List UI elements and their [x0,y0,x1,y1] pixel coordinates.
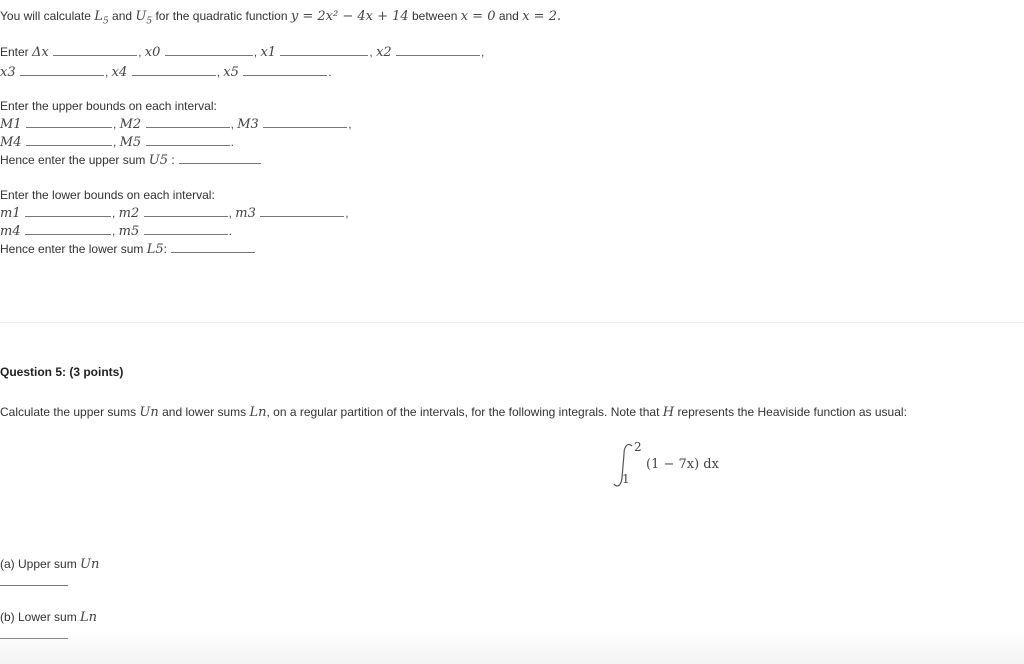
M2-input[interactable] [146,117,230,128]
lower-heading: Enter the lower bounds on each interval: [0,188,215,202]
intro-prefix: You will calculate [0,9,91,23]
x0-label: x0 [144,45,161,60]
m4-label: m4 [0,224,21,239]
upper-sum-label: Hence enter the upper sum [0,153,146,167]
lower-row-1: m1 , m2 , m3 , [0,206,349,221]
x1-label: x1 [260,45,277,60]
x3-label: x3 [0,65,16,80]
upper-row-1: M1 , M2 , M3 , [0,117,352,132]
U5-sum-symbol: U5 [148,153,168,168]
M1-input[interactable] [26,117,112,128]
M4-input[interactable] [26,135,112,146]
part-b-symbol: Ln [80,610,98,625]
x1-input[interactable] [280,45,368,56]
part-b-label: (b) Lower sum [0,610,77,624]
M3-input[interactable] [263,117,347,128]
delta-x-input[interactable] [53,45,137,56]
m3-input[interactable] [260,206,344,217]
function-expression: y = 2x² − 4x + 14 [290,9,409,24]
x4-label: x4 [111,65,128,80]
m5-input[interactable] [144,224,228,235]
partition-row-2: x3 , x4 , x5 . [0,65,332,80]
prompt-end: , on a regular partition of the intervals, for the following integrals. Note that [266,405,660,419]
lower-sum-input[interactable] [171,242,255,253]
lower-sum-row: Hence enter the lower sum L5: [0,241,256,258]
x0-input[interactable] [165,45,253,56]
question-5-title: Question 5: (3 points) [0,365,124,379]
m1-label: m1 [0,206,21,221]
part-b-row [0,609,97,626]
M5-label: M5 [119,135,142,150]
part-a-symbol: Un [80,557,100,572]
m4-input[interactable] [25,224,111,235]
part-a-row [0,556,99,573]
section-divider [0,322,1024,323]
M3-label: M3 [237,117,259,132]
M2-label: M2 [119,117,142,132]
m2-input[interactable] [144,206,228,217]
m1-input[interactable] [25,206,111,217]
upper-heading: Enter the upper bounds on each interval: [0,99,217,113]
x-to: x = 2. [522,9,562,24]
x5-label: x5 [223,65,239,80]
prompt-and: and lower sums [162,405,247,419]
enter-label: Enter [0,45,29,59]
L5-symbol: $L_5$ [94,9,109,27]
lower-sum-label: Hence enter the lower sum [0,242,144,256]
part-a-label: (a) Upper sum [0,557,77,571]
x3-input[interactable] [20,65,104,76]
intro-and: and [112,9,133,23]
x2-input[interactable] [396,45,480,56]
intro-line [0,8,561,30]
upper-sum-row: Hence enter the upper sum U5 : [0,152,262,169]
prompt-start: Calculate the upper sums [0,405,137,419]
prompt-tail: represents the Heaviside function as usual: [677,405,907,419]
question-5-prompt [0,404,907,421]
Ln-symbol: Ln [249,405,267,420]
integrand: (1 − 7x) dx [646,457,719,472]
U5-symbol: $U_5$ [135,9,153,27]
intro-and2: and [498,9,519,23]
integral-upper-limit: 2 [634,440,642,454]
m5-label: m5 [118,224,140,239]
Un-symbol: Un [139,405,159,420]
M4-label: M4 [0,135,22,150]
intro-for: for the quadratic function [155,9,288,23]
M1-label: M1 [0,117,22,132]
lower-row-2: m4 , m5 . [0,224,232,239]
M5-input[interactable] [146,135,230,146]
intro-between: between [412,9,458,23]
delta-x-symbol: Δx [32,45,49,60]
bottom-fade [0,630,1024,664]
m2-label: m2 [118,206,140,221]
x5-input[interactable] [243,65,327,76]
integral-lower-limit: 1 [622,472,630,486]
x2-label: x2 [376,45,392,60]
x-from: x = 0 [460,9,496,24]
L5-sum-symbol: L5 [146,242,164,257]
upper-sum-input[interactable] [179,153,261,164]
x4-input[interactable] [132,65,216,76]
upper-row-2: M4 , M5 . [0,135,234,150]
H-symbol: H [662,405,675,420]
partition-row-1: Enter Δx , x0 , x1 , x2 , [0,45,485,60]
m3-label: m3 [235,206,256,221]
upper-sum-answer-input[interactable] [0,585,68,586]
integral-expression [612,440,742,490]
